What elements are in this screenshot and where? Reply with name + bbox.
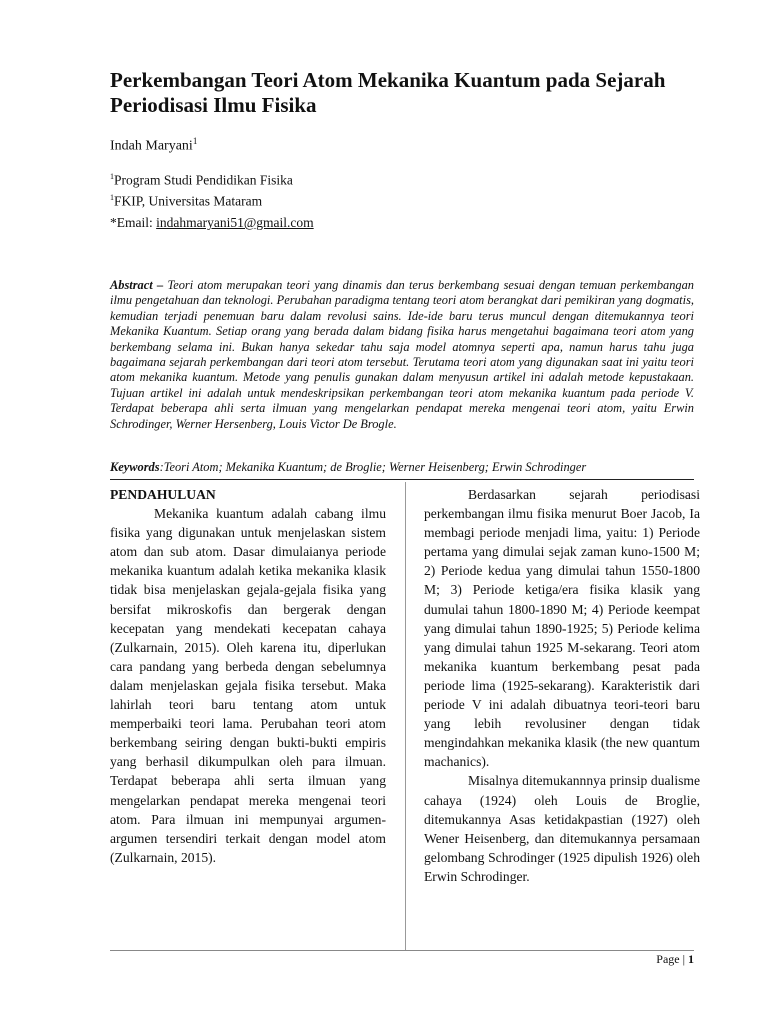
abstract (110, 278, 694, 432)
page-label: Page (656, 952, 680, 966)
affiliation-sup: 1 (110, 172, 114, 181)
author-name (110, 136, 197, 155)
abstract-text: Teori atom merupakan teori yang dinamis dan terus berkembang sesuai dengan temuan perkembangan ilmu pengetahuan dan teknologi. Perubahan paradigma tentang teori atom berangkat dari pemikiran yang dogmatis, kemudian terjadi penemuan baru dalam revolusi sains. Ide-ide baru terus muncul dengan ditemukannya teori Mekanika Kuantum. Setiap orang yang berada dalam bidang fisika harus mengetahui bagaimana teori atom yang berkembang selama ini. Bukan hanya sekedar tahu saja model atomnya seperti apa, namun harus tahu juga bagaimana sejarah perkembangan dari teori atom tersebut. Terutama teori atom yang digunakan saat ini yaitu teori atom mekanika kuantum. Metode yang penulis gunakan dalam menyusun artikel ini adalah metode kepustakaan. Tujuan artikel ini adalah untuk mendeskripsikan perkembangan teori atom mekanika kuantum pada periode V. Terdapat beberapa ahli serta ilmuan yang mengelarkan pendapat mereka mengenai teori atom, yaitu Erwin Schrodinger, Werner Hersenberg, Louis Victor De Brogle. (110, 278, 694, 431)
page-separator: | (679, 952, 688, 966)
affiliation-sup: 1 (110, 192, 114, 202)
affiliations (110, 168, 293, 209)
footer-rule (110, 950, 694, 951)
author-superscript: 1 (192, 136, 198, 146)
email-label: *Email: (110, 215, 157, 230)
paper-title: Perkembangan Teori Atom Mekanika Kuantum pada Sejarah Periodisasi Ilmu Fisika (110, 68, 666, 117)
keywords-label: Keywords (110, 460, 160, 474)
left-column (110, 485, 386, 867)
section-heading: PENDAHULUAN (110, 487, 216, 502)
abstract-label: Abstract – (110, 278, 164, 292)
body-paragraph: Misalnya ditemukannnya prinsip dualisme cahaya (1924) oleh Louis de Broglie, ditemukannya Asas ketidakpastian (1927) oleh Wener Heisenberg, dan ditemukannya persamaan gelombang Schrodinger (1925 dipulish 1926) oleh Erwin Schrodinger. (424, 773, 700, 884)
keywords (110, 460, 694, 480)
right-column (424, 485, 700, 886)
affiliation-text: Program Studi Pendidikan Fisika (114, 172, 293, 188)
email-link[interactable]: indahmaryani51@gmail.com (156, 215, 314, 230)
body-paragraph: Berdasarkan sejarah periodisasi perkembangan ilmu fisika menurut Boer Jacob, Ia membagi periode menjadi lima, yaitu: 1) Periode pertama yang dimulai sejak zaman kuno-1500 M; 2) Periode kedua yang dimulai tahun 1550-1800 M; 3) Periode ketiga/era fisika klasik yang dumulai tahun 1800-1890 M; 4) Periode keempat yang dimulai tahun 1890-1925; 5) Periode kelima yang dimulai tahun 1925 M-sekarang. Teori atom mekanika kuantum berkembang pesat pada periode lima (1925-sekarang). Karakteristik dari periode V ini adalah dibuatnya teori-teori baru yang lebih revolusiner dengan tidak mengindahkan mekanika klasik (the new quantum machanics). (424, 487, 700, 770)
page-number (656, 952, 694, 967)
column-divider (405, 482, 406, 950)
body-paragraph: Mekanika kuantum adalah cabang ilmu fisika yang digunakan untuk menjelaskan sistem atom dan sub atom. Dasar dimulaianya periode mekanika kuantum adalah ketika mekanika klasik tidak bisa menjelaskan gejala-gejala fisika yang bersifat mikroskofis dan bergerak dengan kecepatan yang mendekati kecepatan cahaya (Zulkarnain, 2015). Oleh karena itu, diperlukan cara pandang yang berbeda dengan sebelumnya dalam menjelaskan gejala fisika tersebut. Maka lahirlah teori baru tentang atom untuk memperbaiki teori lama. Perubahan teori atom berkembang seiring dengan bukti-bukti empiris yang berhasil dikumpulkan oleh para ilmuan. Terdapat beberapa ahli serta ilmuan yang mengelarkan pendapat mereka mengenai teori atom. Para ilmuan ini mempunyai argumen-argumen tersendiri terkait dengan model atom (Zulkarnain, 2015). (110, 506, 386, 865)
affiliation-line (110, 168, 293, 189)
keywords-text: :Teori Atom; Mekanika Kuantum; de Broglie; Werner Heisenberg; Erwin Schrodinger (159, 460, 587, 474)
email-line (110, 215, 314, 231)
author-text: Indah Maryani (110, 138, 193, 154)
affiliation-text: FKIP, Universitas Mataram (114, 193, 263, 208)
affiliation-line (110, 189, 293, 210)
page-number-value: 1 (688, 952, 694, 966)
